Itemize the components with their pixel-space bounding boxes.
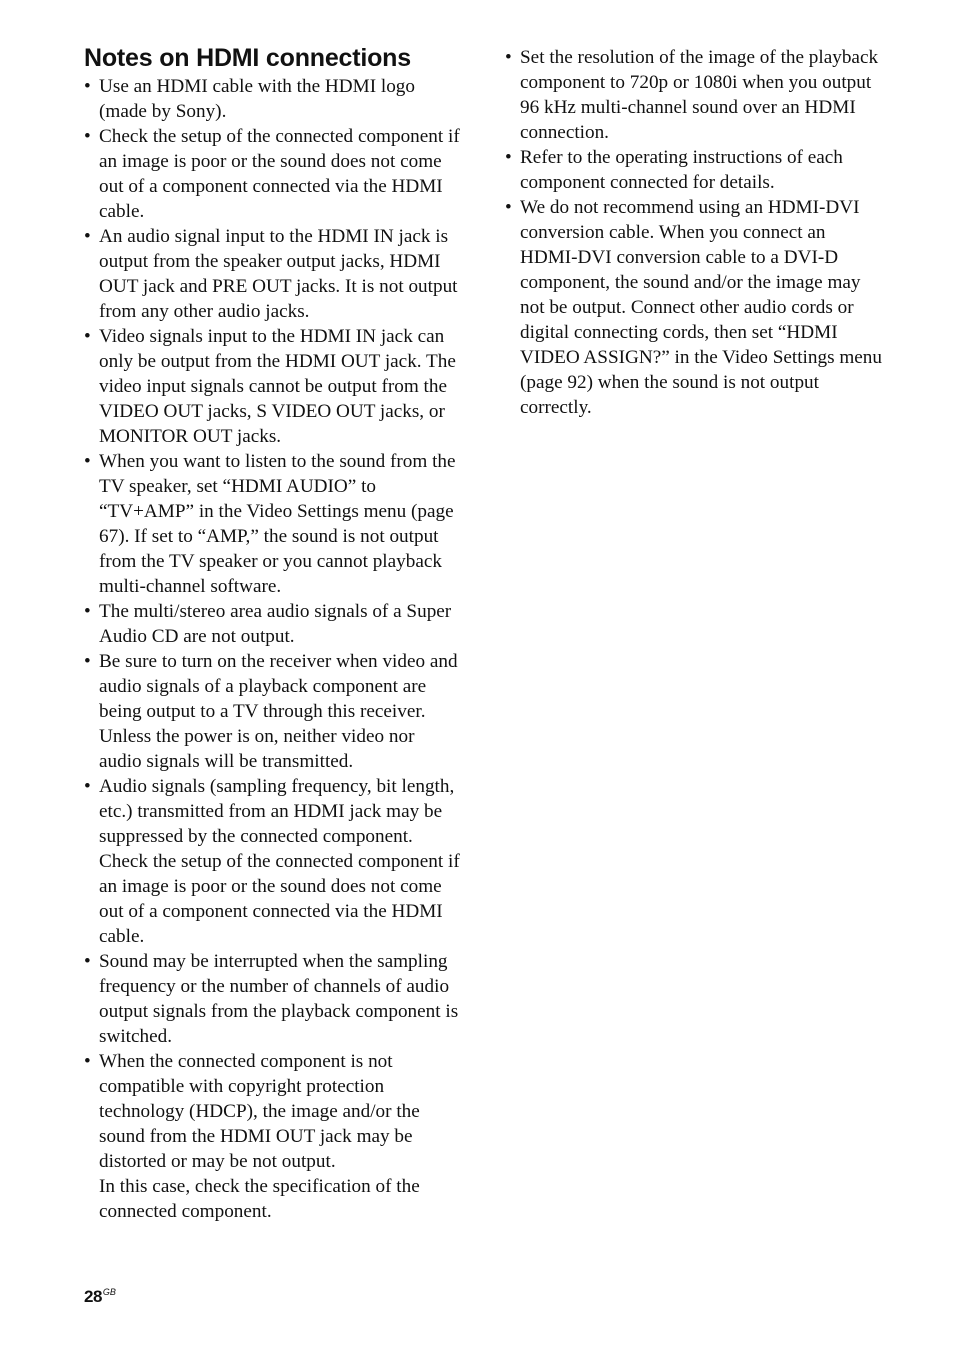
note-item bbox=[84, 124, 460, 224]
note-item bbox=[84, 1049, 460, 1224]
note-item bbox=[84, 649, 460, 774]
page-number-value: 28 bbox=[84, 1287, 102, 1306]
bullet-icon: • bbox=[84, 601, 91, 622]
bullet-icon: • bbox=[84, 651, 91, 672]
page-number bbox=[84, 1282, 116, 1307]
note-item bbox=[505, 145, 885, 195]
bullet-icon: • bbox=[84, 326, 91, 347]
note-item bbox=[84, 74, 460, 124]
note-continuation: In this case, check the specification of the connected component. bbox=[99, 1176, 420, 1222]
section-title: Notes on HDMI connections bbox=[84, 44, 411, 72]
bullet-icon: • bbox=[505, 147, 512, 168]
bullet-icon: • bbox=[84, 1051, 91, 1072]
note-text: An audio signal input to the HDMI IN jack is output from the speaker output jacks, HDMI OUT jack and PRE OUT jacks. It is not output from any other audio jacks. bbox=[99, 226, 458, 322]
note-text: Use an HDMI cable with the HDMI logo (made by Sony). bbox=[99, 76, 415, 122]
bullet-icon: • bbox=[84, 451, 91, 472]
page-region-code: GB bbox=[102, 1287, 116, 1297]
bullet-icon: • bbox=[84, 126, 91, 147]
note-item bbox=[84, 599, 460, 649]
note-item bbox=[505, 45, 885, 145]
note-item bbox=[84, 224, 460, 324]
note-text: Refer to the operating instructions of each component connected for details. bbox=[520, 147, 843, 193]
note-text: Check the setup of the connected component if an image is poor or the sound does not come out of a component connected via the HDMI cable. bbox=[99, 126, 460, 222]
note-item bbox=[84, 949, 460, 1049]
note-text: The multi/stereo area audio signals of a Super Audio CD are not output. bbox=[99, 601, 452, 647]
right-column-notes bbox=[505, 45, 885, 420]
note-item bbox=[505, 195, 885, 420]
note-text: Set the resolution of the image of the playback component to 720p or 1080i when you output 96 kHz multi-channel sound over an HDMI connection. bbox=[520, 47, 879, 143]
note-text: Sound may be interrupted when the sampling frequency or the number of channels of audio output signals from the playback component is switched. bbox=[99, 951, 459, 1047]
left-column-notes bbox=[84, 74, 460, 1224]
bullet-icon: • bbox=[505, 197, 512, 218]
note-text: We do not recommend using an HDMI-DVI conversion cable. When you connect an HDMI-DVI conversion cable to a DVI-D component, the sound and/or the image may not be output. Connect other audio cords or digital connecting cords, then set “HDMI VIDEO ASSIGN?” in the Video Settings menu (page 92) when the sound is not output correctly. bbox=[520, 197, 882, 418]
note-text: Be sure to turn on the receiver when video and audio signals of a playback component are being output to a TV through this receiver. Unless the power is on, neither video nor audio signals will be transmitted. bbox=[99, 651, 458, 772]
bullet-icon: • bbox=[84, 226, 91, 247]
bullet-icon: • bbox=[84, 76, 91, 97]
bullet-icon: • bbox=[505, 47, 512, 68]
bullet-icon: • bbox=[84, 951, 91, 972]
note-text: Video signals input to the HDMI IN jack can only be output from the HDMI OUT jack. The video input signals cannot be output from the VIDEO OUT jacks, S VIDEO OUT jacks, or MONITOR OUT jacks. bbox=[99, 326, 456, 447]
note-item bbox=[84, 449, 460, 599]
note-item bbox=[84, 774, 460, 949]
bullet-icon: • bbox=[84, 776, 91, 797]
note-text: When you want to listen to the sound from the TV speaker, set “HDMI AUDIO” to “TV+AMP” in the Video Settings menu (page 67). If set to “AMP,” the sound is not output from the TV speaker or you cannot playback multi-channel software. bbox=[99, 451, 456, 597]
note-text: When the connected component is not compatible with copyright protection technology (HDCP), the image and/or the sound from the HDMI OUT jack may be distorted or may be not output. bbox=[99, 1051, 420, 1172]
note-item bbox=[84, 324, 460, 449]
note-text: Audio signals (sampling frequency, bit length, etc.) transmitted from an HDMI jack may be suppressed by the connected component. Check the setup of the connected component if an image is poor or the sound does not come out of a component connected via the HDMI cable. bbox=[99, 776, 460, 947]
